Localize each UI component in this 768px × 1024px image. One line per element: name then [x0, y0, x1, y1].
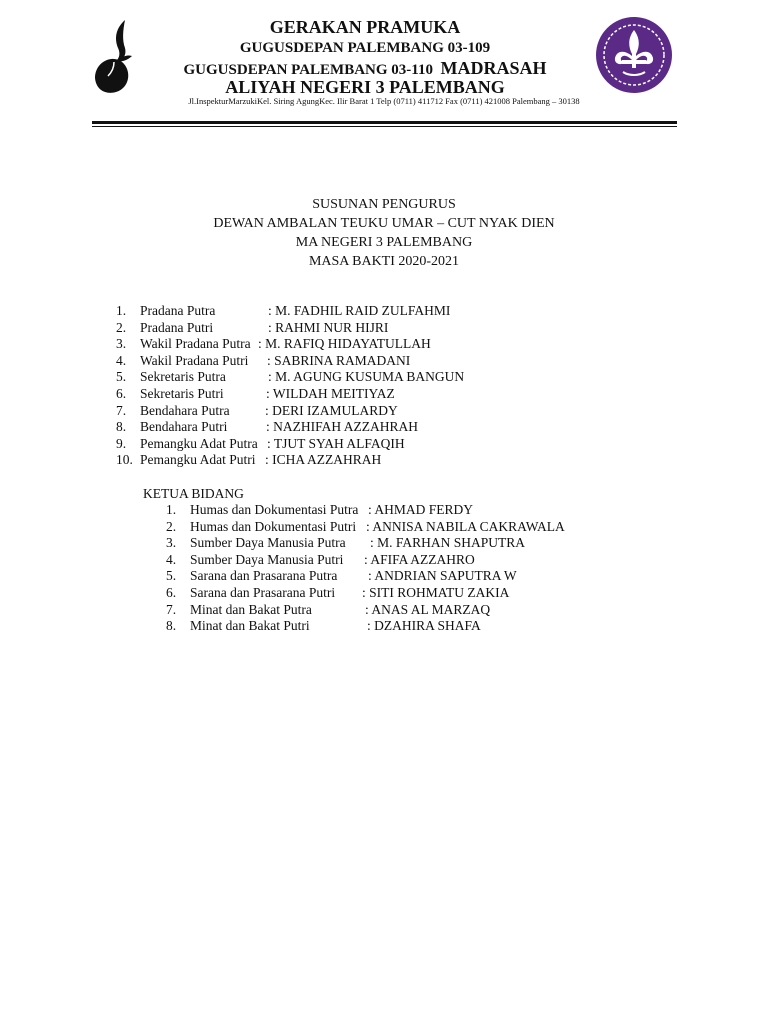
item-number: 3.: [166, 535, 177, 551]
header-line-3a: GUGUSDEPAN PALEMBANG 03-110: [183, 62, 433, 78]
wosm-fleur-de-lis-icon: [595, 16, 673, 94]
item-number: 6.: [116, 385, 127, 401]
title-line-1: SUSUNAN PENGURUS: [312, 197, 456, 212]
item-number: 6.: [166, 584, 177, 600]
item-value: : DZAHIRA SHAFA: [367, 618, 481, 634]
item-number: 8.: [166, 618, 177, 634]
item-number: 7.: [116, 402, 127, 418]
item-value: : ANDRIAN SAPUTRA W: [368, 568, 517, 584]
item-role: Sarana dan Prasarana Putri: [190, 584, 336, 600]
item-number: 4.: [166, 551, 177, 567]
header-line-3: [140, 58, 590, 79]
item-value: : ICHA AZZAHRAH: [265, 452, 382, 468]
item-value: : WILDAH MEITIYAZ: [266, 385, 395, 401]
item-role: Pemangku Adat Putra: [140, 435, 258, 451]
title-line-2: DEWAN AMBALAN TEUKU UMAR – CUT NYAK DIEN: [213, 216, 555, 231]
item-value: : ANNISA NABILA CAKRAWALA: [366, 518, 565, 534]
item-number: 3.: [116, 336, 127, 352]
item-role: Pemangku Adat Putri: [140, 452, 256, 468]
item-number: 5.: [116, 369, 127, 385]
item-number: 1.: [116, 303, 127, 318]
item-role: Sekretaris Putri: [140, 385, 224, 401]
item-role: Bendahara Putri: [140, 419, 228, 435]
item-role: Humas dan Dokumentasi Putri: [190, 518, 357, 534]
item-role: Pradana Putri: [140, 319, 214, 335]
header-org: GERAKAN PRAMUKA: [269, 17, 461, 37]
item-value: : SABRINA RAMADANI: [267, 352, 411, 368]
item-number: 4.: [116, 352, 127, 368]
item-number: 1.: [166, 502, 177, 517]
header-divider-thick: [92, 121, 677, 124]
item-role: Pradana Putra: [140, 303, 216, 318]
item-role: Sekretaris Putra: [140, 369, 226, 385]
item-value: : SITI ROHMATU ZAKIA: [362, 584, 510, 600]
item-value: : DERI IZAMULARDY: [265, 402, 398, 418]
item-role: Minat dan Bakat Putri: [190, 618, 310, 634]
item-value: : AHMAD FERDY: [368, 502, 474, 517]
title-line-3: MA NEGERI 3 PALEMBANG: [295, 235, 473, 250]
item-number: 8.: [116, 419, 127, 435]
item-role: Bendahara Putra: [140, 402, 230, 418]
ketua-bidang-heading: KETUA BIDANG: [143, 486, 244, 501]
item-value: : ANAS AL MARZAQ: [365, 601, 491, 617]
item-value: : TJUT SYAH ALFAQIH: [267, 435, 405, 451]
item-value: : M. FADHIL RAID ZULFAHMI: [268, 303, 451, 318]
item-number: 5.: [166, 568, 177, 584]
item-role: Sarana dan Prasarana Putra: [190, 568, 338, 584]
item-role: Humas dan Dokumentasi Putra: [190, 502, 359, 517]
item-role: Sumber Daya Manusia Putra: [190, 535, 346, 551]
tunas-kelapa-icon: [92, 18, 138, 94]
header-divider-thin: [92, 126, 677, 127]
item-number: 7.: [166, 601, 177, 617]
item-role: Wakil Pradana Putri: [140, 352, 249, 368]
item-value: : M. FARHAN SHAPUTRA: [370, 535, 526, 551]
item-number: 9.: [116, 435, 127, 451]
item-number: 10.: [116, 452, 133, 468]
header-address: Jl.InspekturMarzukiKel. Siring AgungKec. Ilir Barat 1 Telp (0711) 411712 Fax (0711) 421008 Palembang – 30138: [188, 96, 580, 106]
item-value: : AFIFA AZZAHRO: [364, 551, 475, 567]
header-line-4: ALIYAH NEGERI 3 PALEMBANG: [225, 77, 505, 97]
item-role: Sumber Daya Manusia Putri: [190, 551, 344, 567]
item-value: : M. RAFIQ HIDAYATULLAH: [258, 336, 431, 352]
header-line-3b: MADRASAH: [440, 58, 547, 78]
document-title: [0, 195, 768, 271]
item-number: 2.: [116, 319, 127, 335]
item-number: 2.: [166, 518, 177, 534]
item-value: : M. AGUNG KUSUMA BANGUN: [268, 369, 465, 385]
item-value: : NAZHIFAH AZZAHRAH: [266, 419, 418, 435]
title-line-4: MASA BAKTI 2020-2021: [308, 254, 460, 269]
item-value: : RAHMI NUR HIJRI: [268, 319, 389, 335]
item-role: Wakil Pradana Putra: [140, 336, 251, 352]
item-role: Minat dan Bakat Putra: [190, 601, 312, 617]
header-line-2: GUGUSDEPAN PALEMBANG 03-109: [239, 40, 491, 56]
